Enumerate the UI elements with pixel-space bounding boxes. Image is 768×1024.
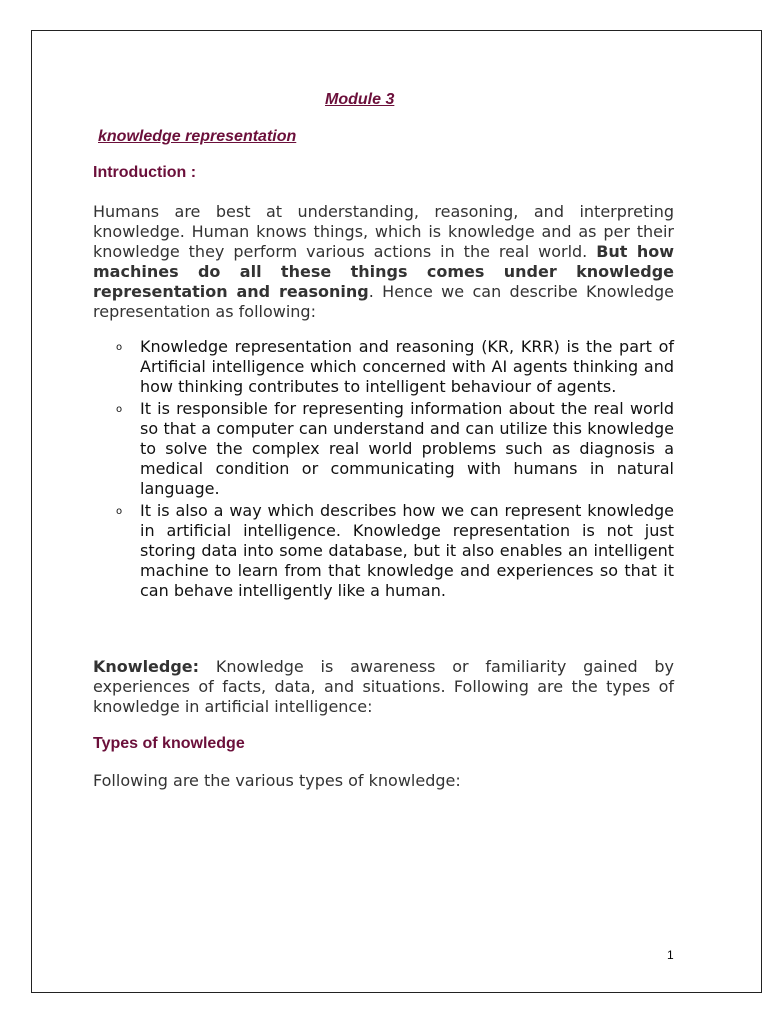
list-item	[113, 399, 674, 499]
types-paragraph: Following are the various types of knowledge:	[93, 771, 461, 790]
list-item	[113, 337, 674, 397]
kr-bullet-list	[113, 337, 674, 603]
module-title: Module 3	[325, 91, 395, 108]
list-item	[113, 501, 674, 601]
introduction-heading: Introduction :	[93, 164, 197, 181]
list-item-text: It is responsible for representing information about the real world so that a computer can understand and can utilize this knowledge to solve the complex real world problems such as diagnosis a medical condition or communicating with humans in natural language.	[140, 399, 674, 498]
list-item-text: Knowledge representation and reasoning (KR, KRR) is the part of Artificial intelligence which concerned with AI agents thinking and how thinking contributes to intelligent behaviour of agents.	[140, 337, 674, 396]
types-heading: Types of knowledge	[93, 735, 245, 752]
circle-bullet-icon: o	[116, 342, 123, 353]
knowledge-paragraph	[93, 657, 674, 717]
knowledge-definition: Knowledge is awareness or familiarity gained by experiences of facts, data, and situations. Following are the types of knowledge in artificial intelligence:	[93, 657, 674, 716]
introduction-paragraph	[93, 202, 674, 322]
circle-bullet-icon: o	[116, 506, 123, 517]
knowledge-term: Knowledge:	[93, 657, 200, 676]
list-item-text: It is also a way which describes how we can represent knowledge in artificial intelligence. Knowledge representation is not just storing data into some database, but it also enables an intelligent machine to learn from that knowledge and experiences so that it can behave intelligently like a human.	[140, 501, 674, 600]
intro-bold-text: But how machines do all these things comes under knowledge representation and reasoning	[93, 242, 675, 301]
section-title: knowledge representation	[98, 128, 297, 145]
intro-text-part-2: . Hence we can describe Knowledge representation as following:	[93, 282, 675, 321]
circle-bullet-icon: o	[116, 404, 123, 415]
intro-text-part-1: Humans are best at understanding, reasoning, and interpreting knowledge. Human knows things, which is knowledge and as per their knowledge they perform various actions in the real world.	[93, 202, 674, 261]
page-number: 1	[667, 948, 674, 962]
